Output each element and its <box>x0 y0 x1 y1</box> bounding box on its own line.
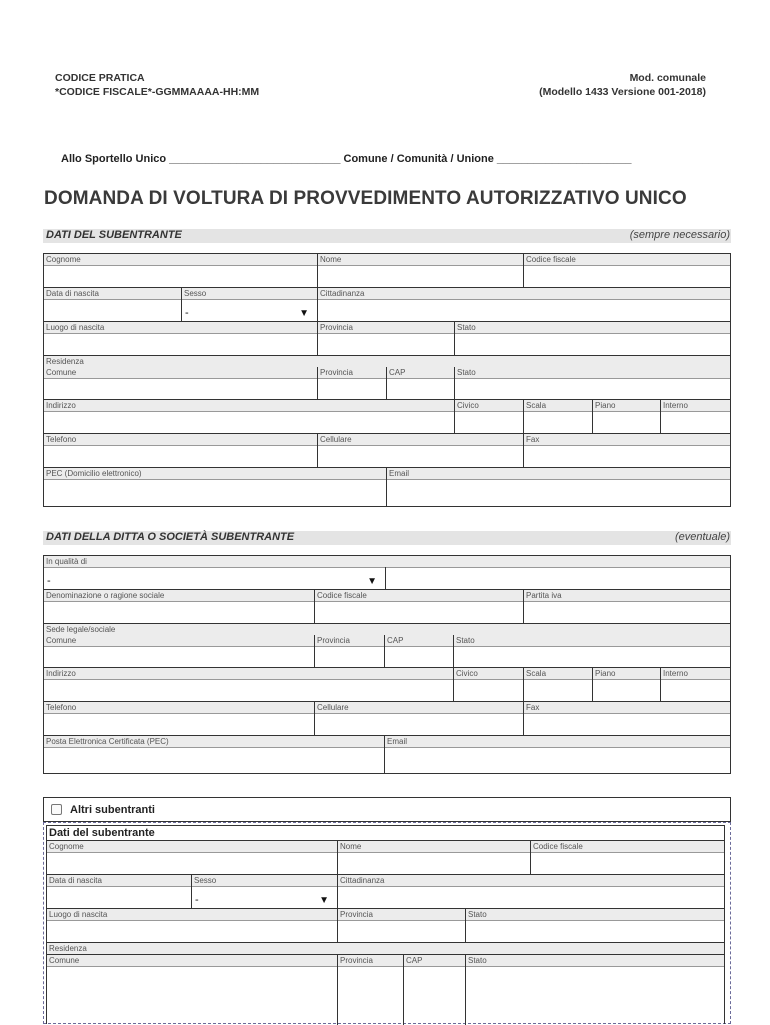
sede-indirizzo-field[interactable] <box>44 668 453 701</box>
comune-residenza-field-2[interactable] <box>47 955 337 1025</box>
residenza-label: Residenza <box>49 944 87 953</box>
ditta-fax-field[interactable] <box>523 702 730 735</box>
data-nascita-label: Data di nascita <box>49 876 102 885</box>
pec-label: Posta Elettronica Certificata (PEC) <box>46 737 169 746</box>
sede-cap-field[interactable] <box>384 635 453 667</box>
sede-piano-field[interactable] <box>592 668 660 701</box>
section-title: DATI DELLA DITTA O SOCIETÀ SUBENTRANTE <box>46 531 295 543</box>
nome-label: Nome <box>340 842 362 851</box>
fax-label: Fax <box>526 435 540 444</box>
indirizzo-field[interactable] <box>44 400 454 433</box>
codice-fiscale-label: Codice fiscale <box>526 255 576 264</box>
mod-comunale: Mod. comunale <box>629 72 706 84</box>
data-nascita-label: Data di nascita <box>46 289 99 298</box>
sede-civico-field[interactable] <box>453 668 523 701</box>
luogo-nascita-field[interactable] <box>44 322 317 355</box>
dropdown-arrow-icon: ▼ <box>299 308 309 319</box>
luogo-nascita-field-2[interactable] <box>47 909 337 942</box>
email-label: Email <box>387 737 408 746</box>
cellulare-label: Cellulare <box>317 703 349 712</box>
nome-field[interactable] <box>317 254 523 287</box>
sede-comune-field[interactable] <box>44 635 314 667</box>
piano-field[interactable] <box>592 400 660 433</box>
pec-field[interactable] <box>44 468 386 506</box>
sede-label: Sede legale/sociale <box>46 625 116 634</box>
civico-field[interactable] <box>454 400 523 433</box>
altro-subentrante-form <box>46 825 725 1024</box>
comune-residenza-field[interactable] <box>44 367 317 399</box>
stato-label: Stato <box>457 368 476 377</box>
cittadinanza-label: Cittadinanza <box>340 876 385 885</box>
stato-nascita-field-2[interactable] <box>465 909 724 942</box>
telefono-field[interactable] <box>44 434 317 467</box>
cittadinanza-field-2[interactable] <box>337 875 724 908</box>
fax-field[interactable] <box>523 434 730 467</box>
piano-label: Piano <box>595 669 616 678</box>
page-title: DOMANDA DI VOLTURA DI PROVVEDIMENTO AUTORIZZATIVO UNICO <box>44 188 687 209</box>
sesso-label: Sesso <box>194 876 217 885</box>
provincia-label: Provincia <box>317 636 350 645</box>
luogo-nascita-label: Luogo di nascita <box>46 323 105 332</box>
nome-field-2[interactable] <box>337 841 530 874</box>
provincia-nascita-field-2[interactable] <box>337 909 465 942</box>
in-qualita-value: - <box>47 575 51 587</box>
provincia-label: Provincia <box>340 956 373 965</box>
section-note: (eventuale) <box>674 531 730 543</box>
sesso-value: - <box>185 307 189 319</box>
ditta-cellulare-field[interactable] <box>314 702 523 735</box>
cognome-label: Cognome <box>46 255 81 264</box>
codice-fiscale-field[interactable] <box>523 254 730 287</box>
subentrante-form <box>43 253 731 507</box>
luogo-nascita-label: Luogo di nascita <box>49 910 108 919</box>
sede-provincia-field[interactable] <box>314 635 384 667</box>
stato-label: Stato <box>456 636 475 645</box>
codice-fiscale-label: Codice fiscale <box>317 591 367 600</box>
email-label: Email <box>389 469 410 478</box>
cap-field[interactable] <box>386 367 454 399</box>
scala-field[interactable] <box>523 400 592 433</box>
stato-label: Stato <box>468 910 487 919</box>
ditta-email-field[interactable] <box>384 736 730 773</box>
cognome-label: Cognome <box>49 842 84 851</box>
cognome-field-2[interactable] <box>47 841 337 874</box>
interno-label: Interno <box>663 669 688 678</box>
sede-stato-field[interactable] <box>453 635 730 667</box>
indirizzo-label: Indirizzo <box>46 401 76 410</box>
sesso-label: Sesso <box>184 289 207 298</box>
cognome-field[interactable] <box>44 254 317 287</box>
stato-residenza-field-2[interactable] <box>465 955 724 1025</box>
in-qualita-extra-field[interactable] <box>385 567 730 589</box>
section-header-subentrante <box>43 229 731 243</box>
denominazione-field[interactable] <box>44 590 314 623</box>
sede-interno-field[interactable] <box>660 668 730 701</box>
stato-residenza-field[interactable] <box>454 367 730 399</box>
section-note: (sempre necessario) <box>629 229 730 241</box>
pec-label: PEC (Domicilio elettronico) <box>46 469 142 478</box>
codice-fiscale-field-2[interactable] <box>530 841 724 874</box>
comune-label: Comune <box>49 956 80 965</box>
partita-iva-field[interactable] <box>523 590 730 623</box>
civico-label: Civico <box>457 401 479 410</box>
stato-label: Stato <box>468 956 487 965</box>
ditta-codice-fiscale-field[interactable] <box>314 590 523 623</box>
nome-label: Nome <box>320 255 342 264</box>
provincia-nascita-field[interactable] <box>317 322 454 355</box>
partita-iva-label: Partita iva <box>526 591 562 600</box>
sesso-value: - <box>195 894 199 906</box>
cittadinanza-label: Cittadinanza <box>320 289 365 298</box>
altri-subentranti-label: Altri subentranti <box>70 804 155 816</box>
civico-label: Civico <box>456 669 478 678</box>
sportello-line: Allo Sportello Unico ____________________________ Comune / Comunità / Unione ______________________ <box>61 153 632 165</box>
cellulare-field[interactable] <box>317 434 523 467</box>
codice-fiscale-label: Codice fiscale <box>533 842 583 851</box>
ditta-telefono-field[interactable] <box>44 702 314 735</box>
dropdown-arrow-icon: ▼ <box>319 895 329 906</box>
cap-label: CAP <box>406 956 423 965</box>
indirizzo-label: Indirizzo <box>46 669 76 678</box>
stato-label: Stato <box>457 323 476 332</box>
modello-version: (Modello 1433 Versione 001-2018) <box>539 86 706 98</box>
fax-label: Fax <box>526 703 540 712</box>
interno-field[interactable] <box>660 400 730 433</box>
cellulare-label: Cellulare <box>320 435 352 444</box>
dropdown-arrow-icon: ▼ <box>367 576 377 587</box>
sesso-select-2[interactable] <box>191 875 337 908</box>
comune-label: Comune <box>46 368 77 377</box>
scala-label: Scala <box>526 401 547 410</box>
ditta-form <box>43 555 731 774</box>
section-header-ditta <box>43 531 731 545</box>
sede-scala-field[interactable] <box>523 668 592 701</box>
codice-fiscale-format: *CODICE FISCALE*-GGMMAAAA-HH:MM <box>55 86 260 98</box>
telefono-label: Telefono <box>46 703 77 712</box>
data-nascita-field[interactable] <box>44 288 181 321</box>
cap-field-2[interactable] <box>403 955 465 1025</box>
telefono-label: Telefono <box>46 435 77 444</box>
cittadinanza-field[interactable] <box>317 288 730 321</box>
provincia-label: Provincia <box>320 368 353 377</box>
provincia-residenza-field-2[interactable] <box>337 955 403 1025</box>
data-nascita-field-2[interactable] <box>47 875 191 908</box>
cap-label: CAP <box>387 636 404 645</box>
section-title: DATI DEL SUBENTRANTE <box>46 229 182 241</box>
stato-nascita-field[interactable] <box>454 322 730 355</box>
altri-subentranti-checkbox[interactable] <box>51 804 62 815</box>
scala-label: Scala <box>526 669 547 678</box>
comune-label: Comune <box>46 636 77 645</box>
inner-section-title: Dati del subentrante <box>49 827 155 839</box>
in-qualita-label: In qualità di <box>46 557 87 566</box>
piano-label: Piano <box>595 401 616 410</box>
provincia-label: Provincia <box>320 323 353 332</box>
sesso-select[interactable] <box>181 288 317 321</box>
provincia-label: Provincia <box>340 910 373 919</box>
interno-label: Interno <box>663 401 688 410</box>
in-qualita-select[interactable] <box>44 567 385 589</box>
ditta-pec-field[interactable] <box>44 736 384 773</box>
codice-pratica-label: CODICE PRATICA <box>55 72 145 84</box>
cap-label: CAP <box>389 368 406 377</box>
altri-subentranti-box <box>43 797 731 822</box>
provincia-residenza-field[interactable] <box>317 367 386 399</box>
denominazione-label: Denominazione o ragione sociale <box>46 591 165 600</box>
residenza-label: Residenza <box>46 357 84 366</box>
email-field[interactable] <box>386 468 730 506</box>
